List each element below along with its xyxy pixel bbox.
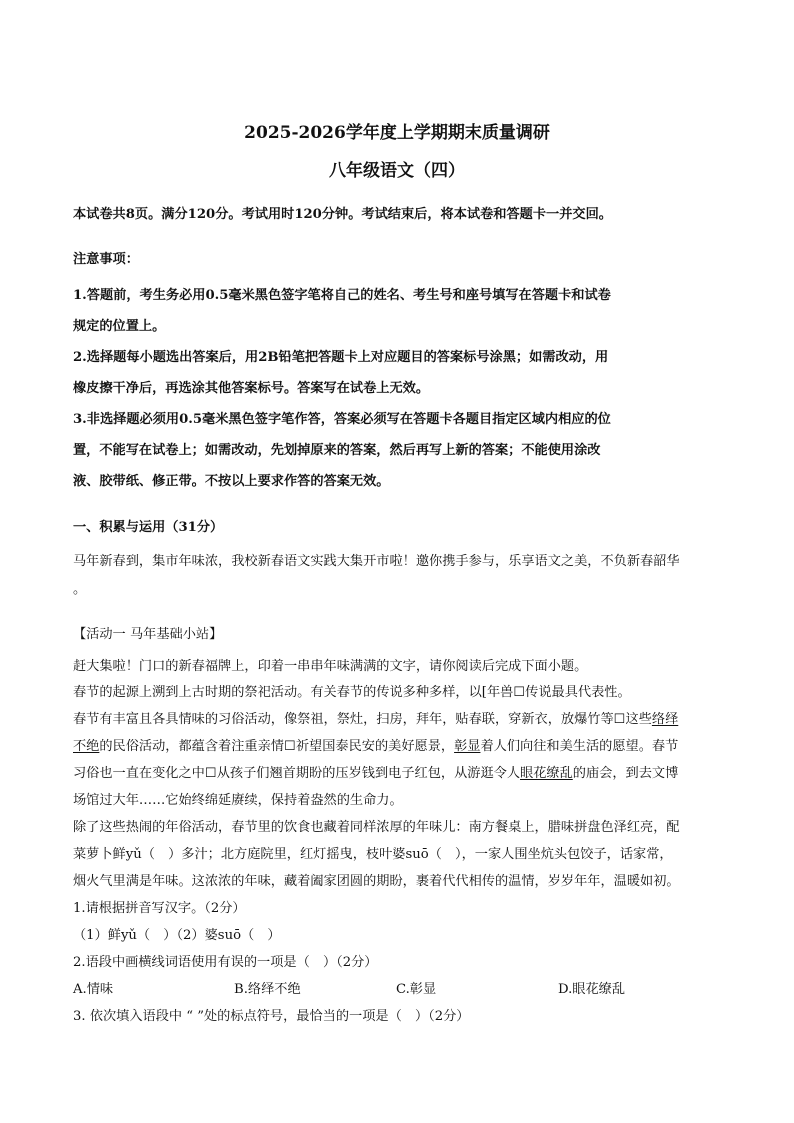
passage-text: 习俗也一直在变化之中☐从孩子们翘首期盼的压岁钱到电子红包，从游逛令人 [73,766,521,781]
notice-item-3-line-2: 置，不能写在试卷上；如需改动，先划掉原来的答案，然后再写上新的答案；不能使用涂改 [73,443,601,458]
notice-item-3-line-1: 3.非选择题必须用0.5毫米黑色签字笔作答，答案必须写在答题卡各题目指定区域内相应的位 [73,412,611,427]
question-1-subitems: （1）鲜yǔ（ ）（2）婆suō（ ） [73,928,281,943]
question-2-option-d: D.眼花缭乱 [558,982,626,997]
passage-para-food-line-2: 菜萝卜鲜yǔ（ ）多汁；北方庭院里，红灯摇曳，枝叶婆suō（ ），一家人围坐炕头包饺子，话家常， [73,847,673,862]
question-2: 2.语段中画横线词语使用有误的一项是（ ）（2分） [73,955,378,970]
exam-subtitle: 八年级语文（四） [329,161,465,181]
passage-para-customs-line-3 [73,762,678,781]
passage-para-food-line-3: 烟火气里满是年味。这浓浓的年味，藏着阖家团圆的期盼，裹着代代相传的温情，岁岁年年，温暖如初。 [73,874,680,889]
underlined-term: 眼花缭乱 [520,766,573,781]
notice-item-1-line-2: 规定的位置上。 [73,319,166,334]
exam-title: 2025-2026学年度上学期期末质量调研 [244,123,550,143]
exam-intro: 本试卷共8页。满分120分。考试用时120分钟。考试结束后，将本试卷和答题卡一并交回。 [73,207,612,222]
question-2-option-c: C.彰显 [396,982,437,997]
underlined-term: 不绝 [73,739,100,754]
notice-item-2-line-2: 橡皮擦干净后，再选涂其他答案标号。答案写在试卷上无效。 [73,381,430,396]
section-1-lead-line-2: 。 [73,582,87,597]
passage-para-origin: 春节的起源上溯到上古时期的祭祀活动。有关春节的传说多种多样，以[年兽☐传说最具代表性。 [73,685,631,700]
question-1: 1.请根据拼音写汉字。（2分） [73,901,246,916]
passage-para-food-line-1: 除了这些热闹的年俗活动，春节里的饮食也藏着同样浓厚的年味儿：南方餐桌上，腊味拼盘色泽红亮，配 [73,820,680,835]
underlined-term: 络绎 [651,712,679,727]
question-2-option-b: B.络绎不绝 [234,982,301,997]
question-2-option-a: A.情味 [73,982,114,997]
passage-intro: 赶大集啦！门口的新春福牌上，印着一串串年味满满的文字，请你阅读后完成下面小题。 [73,659,588,674]
passage-para-customs-line-4: 场馆过大年……它始终绵延赓续，保持着盎然的生命力。 [73,793,403,808]
passage-para-customs-line-2 [73,735,678,754]
activity-1-heading: 【活动一 马年基础小站】 [73,627,223,642]
section-1-lead-line-1: 马年新春到，集市年味浓，我校新春语文实践大集开市啦！邀你携手参与，乐享语文之美，不负新春韶华 [73,554,680,569]
notice-item-2-line-1: 2.选择题每小题选出答案后，用2B铅笔把答题卡上对应题目的答案标号涂黑；如需改动，用 [73,350,609,365]
passage-text: 着人们向往和美生活的愿望。春节 [480,739,679,754]
notice-heading: 注意事项： [73,252,139,267]
underlined-term: 彰显 [454,739,481,754]
notice-item-3-line-3: 液、胶带纸、修正带。不按以上要求作答的答案无效。 [73,474,390,489]
passage-para-customs-line-1 [73,708,678,727]
passage-text: 的庙会，到去文博 [572,766,679,781]
passage-text: 春节有丰富且各具情味的习俗活动，像祭祖，祭灶，扫房，拜年，贴春联，穿新衣，放爆竹等☐这些 [73,712,652,727]
question-3: 3. 依次填入语段中 “ ”处的标点符号，最恰当的一项是（ ）（2分） [73,1009,470,1024]
section-1-heading: 一、积累与运用（31分） [73,520,224,535]
passage-text: 的民俗活动，都蕴含着注重亲情☐祈望国泰民安的美好愿景， [99,739,455,754]
notice-item-1-line-1: 1.答题前，考生务必用0.5毫米黑色签字笔将自己的姓名、考生号和座号填写在答题卡和试卷 [73,288,611,303]
